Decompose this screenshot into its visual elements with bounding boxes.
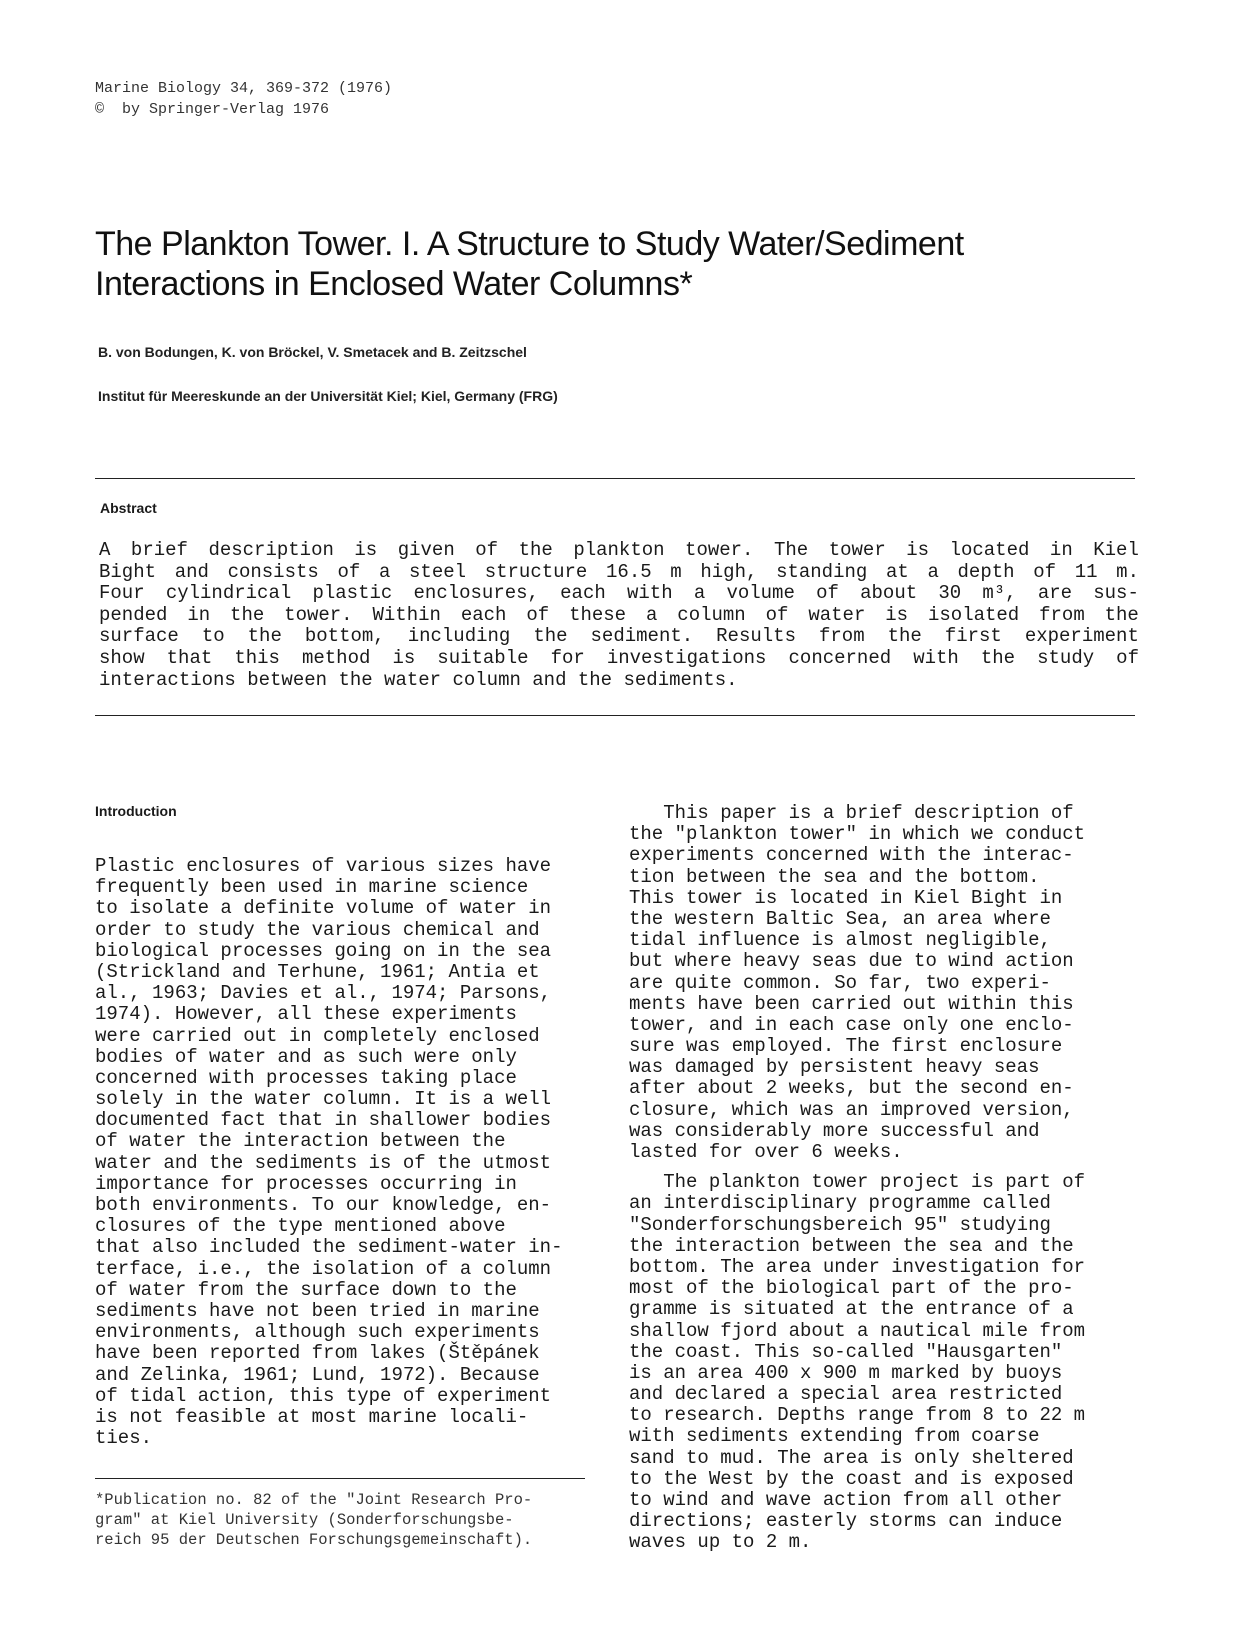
intro-line: The plankton tower project is part of (629, 1171, 1086, 1194)
intro-line: solely in the water column. It is a well (95, 1088, 552, 1111)
intro-line: most of the biological part of the pro- (629, 1277, 1074, 1300)
title-line: Interactions in Enclosed Water Columns* (95, 265, 693, 303)
intro-line: to the West by the coast and is exposed (629, 1467, 1074, 1490)
intro-line: 1974). However, all these experiments (95, 1003, 517, 1026)
intro-line: water and the sediments is of the utmost (95, 1151, 552, 1174)
footnote-line: *Publication no. 82 of the "Joint Research Pro- (95, 1491, 533, 1509)
intro-line: and Zelinka, 1961; Lund, 1972). Because (95, 1363, 540, 1386)
intro-line: gramme is situated at the entrance of a (629, 1298, 1074, 1321)
abstract-line: Bight and consists of a steel structure 16.5 m high, standing at a depth of 11 m. (99, 560, 1139, 583)
intro-line: with sediments extending from coarse (629, 1425, 1040, 1448)
intro-line: environments, although such experiments (95, 1321, 540, 1344)
intro-line: was damaged by persistent heavy seas (629, 1056, 1040, 1079)
intro-line: both environments. To our knowledge, en- (95, 1194, 552, 1216)
intro-line: was considerably more successful and (629, 1119, 1040, 1142)
intro-line: importance for processes occurring in (95, 1172, 517, 1195)
intro-line: al., 1963; Davies et al., 1974; Parsons, (95, 982, 552, 1005)
abstract-line: interactions between the water column and the sediments. (99, 668, 738, 691)
footnote-line: gram" at Kiel University (Sonderforschungsbe- (95, 1511, 514, 1529)
intro-line: to research. Depths range from 8 to 22 m (629, 1404, 1086, 1427)
intro-line: frequently been used in marine science (95, 876, 529, 899)
intro-line: the coast. This so-called "Hausgarten" (629, 1340, 1063, 1363)
title-line: The Plankton Tower. I. A Structure to Study Water/Sediment (95, 225, 964, 263)
intro-line: Plastic enclosures of various sizes have (95, 855, 552, 877)
intro-line: of water from the surface down to the (95, 1278, 517, 1301)
intro-line: (Strickland and Terhune, 1961; Antia et (95, 960, 540, 983)
intro-line: were carried out in completely enclosed (95, 1024, 540, 1047)
intro-line: bodies of water and as such were only (95, 1045, 517, 1068)
intro-line: an interdisciplinary programme called (629, 1192, 1051, 1215)
affiliation: Institut für Meereskunde an der Universität Kiel; Kiel, Germany (FRG) (98, 388, 558, 404)
intro-line: bottom. The area under investigation for (629, 1255, 1086, 1278)
intro-line: This tower is located in Kiel Bight in (629, 886, 1063, 909)
intro-line: terface, i.e., the isolation of a column (95, 1257, 552, 1280)
right-column (629, 803, 1144, 1554)
intro-line: is not feasible at most marine locali- (95, 1405, 529, 1428)
intro-line: ties. (95, 1427, 153, 1450)
abstract-bottom-rule (95, 715, 1135, 716)
intro-line: the western Baltic Sea, an area where (629, 907, 1051, 930)
intro-line: concerned with processes taking place (95, 1066, 517, 1089)
intro-line: waves up to 2 m. (629, 1531, 812, 1554)
intro-line: tion between the sea and the bottom. (629, 865, 1040, 888)
intro-line: documented fact that in shallower bodies (95, 1109, 552, 1132)
intro-line: directions; easterly storms can induce (629, 1510, 1063, 1533)
abstract-line: show that this method is suitable for investigations concerned with the study of (99, 646, 1139, 669)
intro-line: after about 2 weeks, but the second en- (629, 1077, 1074, 1100)
intro-line: is an area 400 x 900 m marked by buoys (629, 1361, 1063, 1384)
intro-line: to wind and wave action from all other (629, 1489, 1063, 1511)
abstract-top-rule (95, 478, 1135, 479)
intro-line: This paper is a brief description of (629, 802, 1074, 824)
intro-line: closure, which was an improved version, (629, 1098, 1074, 1121)
intro-line: and declared a special area restricted (629, 1383, 1063, 1406)
intro-line: tower, and in each case only one enclo- (629, 1013, 1074, 1036)
abstract-body (99, 540, 1139, 691)
intro-line: of water the interaction between the (95, 1130, 506, 1153)
copyright-notice: © by Springer-Verlag 1976 (95, 101, 330, 118)
journal-citation: Marine Biology 34, 369-372 (1976) (95, 80, 393, 97)
footnote (95, 1490, 615, 1550)
abstract-line: A brief description is given of the plankton tower. The tower is located in Kiel (99, 539, 1139, 561)
intro-line: experiments concerned with the interac- (629, 844, 1074, 867)
intro-line: closures of the type mentioned above (95, 1215, 506, 1238)
footnote-line: reich 95 der Deutschen Forschungsgemeinschaft). (95, 1531, 533, 1549)
intro-line: lasted for over 6 weeks. (629, 1141, 903, 1163)
intro-line: that also included the sediment-water in- (95, 1236, 563, 1259)
intro-line: sure was employed. The first enclosure (629, 1035, 1063, 1058)
abstract-line: pended in the tower. Within each of these a column of water is isolated from the (99, 603, 1139, 626)
journal-header (95, 78, 392, 120)
left-column (95, 856, 615, 1449)
abstract-line: Four cylindrical plastic enclosures, each with a volume of about 30 m³, are sus- (99, 582, 1139, 605)
intro-line: are quite common. So far, two experi- (629, 971, 1051, 994)
footnote-rule (95, 1478, 585, 1479)
intro-line: the interaction between the sea and the (629, 1234, 1074, 1257)
article-title (95, 224, 1095, 304)
intro-line: to isolate a definite volume of water in (95, 897, 552, 920)
intro-line: sediments have not been tried in marine (95, 1299, 540, 1322)
intro-line: the "plankton tower" in which we conduct (629, 823, 1086, 846)
intro-line: sand to mud. The area is only sheltered (629, 1446, 1074, 1469)
introduction-heading: Introduction (95, 803, 177, 819)
abstract-heading: Abstract (100, 500, 157, 516)
intro-line: order to study the various chemical and (95, 918, 540, 941)
intro-line: tidal influence is almost negligible, (629, 929, 1051, 952)
intro-line: shallow fjord about a nautical mile from (629, 1319, 1086, 1342)
author-list: B. von Bodungen, K. von Bröckel, V. Smetacek and B. Zeitzschel (98, 344, 527, 360)
intro-line: biological processes going on in the sea (95, 939, 552, 962)
intro-line: have been reported from lakes (Štěpánek (95, 1342, 540, 1365)
intro-line: ments have been carried out within this (629, 992, 1074, 1015)
intro-line: "Sonderforschungsbereich 95" studying (629, 1213, 1051, 1236)
abstract-line: surface to the bottom, including the sediment. Results from the first experiment (99, 625, 1139, 648)
intro-line: but where heavy seas due to wind action (629, 950, 1074, 973)
intro-line: of tidal action, this type of experiment (95, 1384, 552, 1407)
